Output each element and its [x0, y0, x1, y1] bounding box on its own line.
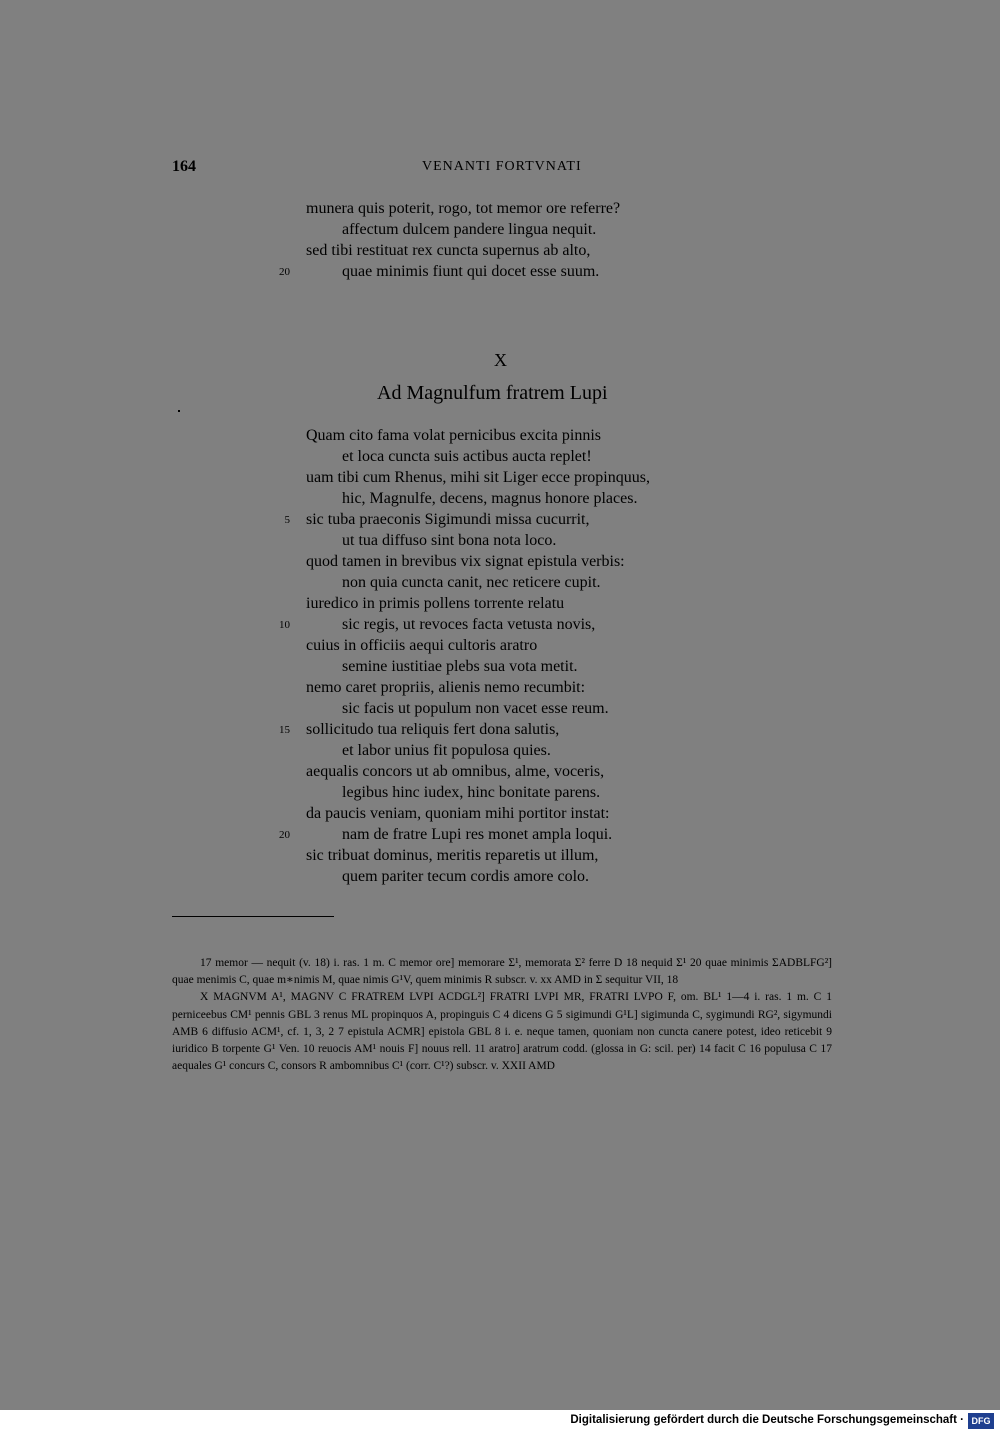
verse-text: affectum dulcem pandere lingua nequit.	[342, 221, 597, 238]
verse-line	[306, 446, 650, 467]
verse-line	[306, 866, 650, 887]
verse-text: quae minimis fiunt qui docet esse suum.	[342, 263, 600, 280]
verse-text: nemo caret propriis, alienis nemo recumbit:	[306, 679, 586, 696]
running-head: VENANTI FORTVNATI	[422, 159, 582, 174]
verse-text: sic regis, ut revoces facta vetusta novis,	[342, 616, 596, 633]
line-number: 10	[279, 619, 290, 631]
page-header	[172, 158, 812, 180]
verse-text: sic facis ut populum non vacet esse reum.	[342, 700, 609, 717]
verse-line	[306, 803, 650, 824]
verse-text: et labor unius fit populosa quies.	[342, 742, 551, 759]
verse-line	[306, 572, 650, 593]
footer-bar	[0, 1410, 1000, 1434]
verse-text: et loca cuncta suis actibus aucta replet!	[342, 448, 592, 465]
verse-line	[306, 488, 650, 509]
footnote-rule	[172, 916, 334, 917]
verse-line	[306, 219, 620, 240]
dfg-logo: DFG	[968, 1413, 994, 1429]
verse-line	[306, 677, 650, 698]
verse-line	[279, 261, 620, 282]
critical-apparatus	[172, 955, 832, 1075]
footer-credit: Digitalisierung gefördert durch die Deutsche Forschungsgemeinschaft ·	[570, 1414, 964, 1426]
verse-line	[306, 240, 620, 261]
verse-text: sic tuba praeconis Sigimundi missa cucurrit,	[306, 511, 590, 528]
verse-text: Quam cito fama volat pernicibus excita pinnis	[306, 427, 602, 444]
verse-line	[284, 509, 650, 530]
verse-line	[306, 782, 650, 803]
verse-line	[306, 698, 650, 719]
verse-line	[306, 530, 650, 551]
line-number: 20	[279, 829, 290, 841]
poem-verse-block	[279, 425, 650, 887]
verse-text: ut tua diffuso sint bona nota loco.	[342, 532, 557, 549]
verse-text: uam tibi cum Rhenus, mihi sit Liger ecce propinquus,	[306, 469, 650, 486]
verse-text: aequalis concors ut ab omnibus, alme, voceris,	[306, 763, 605, 780]
line-number: 15	[279, 724, 290, 736]
verse-line	[306, 656, 650, 677]
verse-text: legibus hinc iudex, hinc bonitate parens.	[342, 784, 601, 801]
poem-title: Ad Magnulfum fratrem Lupi	[377, 382, 608, 404]
verse-line	[306, 198, 620, 219]
verse-text: sed tibi restituat rex cuncta supernus ab alto,	[306, 242, 591, 259]
verse-text: iuredico in primis pollens torrente relatu	[306, 595, 565, 612]
verse-line	[306, 845, 650, 866]
line-number: 5	[284, 514, 290, 526]
verse-text: nam de fratre Lupi res monet ampla loqui.	[342, 826, 613, 843]
verse-text: da paucis veniam, quoniam mihi portitor instat:	[306, 805, 610, 822]
verse-text: cuius in officiis aequi cultoris aratro	[306, 637, 538, 654]
verse-text: munera quis poterit, rogo, tot memor ore referre?	[306, 200, 621, 217]
apparatus-paragraph: 17 memor — nequit (v. 18) i. ras. 1 m. C memor ore] memorare Σ¹, memorata Σ² ferre D 18 nequid Σ¹ 20 quae minimis ΣADBLFG²] quae menimis C, quae m∗nimis M, quae nimis G¹V, quem minimis R subscr. v. xx AMD in Σ sequitur VII, 18	[172, 957, 832, 987]
verse-line	[279, 719, 650, 740]
apparatus-paragraph: X MAGNVM A¹, MAGNV C FRATREM LVPI ACDGL²] FRATRI LVPI MR, FRATRI LVPO F, om. BL¹ 1—4 i. ras. 1 m. C 1 perniceebus CM¹ pennis GBL 3 renus ML propinquos A, propinguis C 4 dicens G 5 sigimundi G¹L] sigimunda C, sygimundi RG², sigymundi AMB 6 diffusio ACM¹, cf. 1, 3, 2 7 epistula ACMR] epistola GBL 8 i. e. neque tamen, quoniam non cuncta canere potest, ideo reticebit 9 iuridico B torpente G¹ Ven. 10 reuocis AM¹ nouis F] nouus rell. 11 aratro] aratrum codd. (glossa in G: scil. per) 14 facit C 16 populusa C 17 aequales G¹ concurs C, consors R ambomnibus C¹ (corr. C¹?) subscr. v. XXII AMD	[172, 991, 832, 1073]
verse-text: hic, Magnulfe, decens, magnus honore places.	[342, 490, 638, 507]
page-number: 164	[172, 158, 196, 175]
verse-line	[306, 635, 650, 656]
poem-number: X	[494, 350, 507, 370]
verse-text: non quia cuncta canit, nec reticere cupit.	[342, 574, 601, 591]
verse-text: sollicitudo tua reliquis fert dona salutis,	[306, 721, 560, 738]
verse-text: quem pariter tecum cordis amore colo.	[342, 868, 590, 885]
verse-line	[306, 740, 650, 761]
verse-line	[306, 551, 650, 572]
line-number: 20	[279, 266, 290, 278]
verse-line	[279, 824, 650, 845]
verse-text: sic tribuat dominus, meritis reparetis ut illum,	[306, 847, 599, 864]
verse-text: semine iustitiae plebs sua vota metit.	[342, 658, 578, 675]
verse-line	[306, 593, 650, 614]
verse-block-top	[279, 198, 621, 282]
verse-line	[306, 761, 650, 782]
verse-line	[279, 614, 650, 635]
verse-line	[306, 467, 650, 488]
verse-text: quod tamen in brevibus vix signat epistula verbis:	[306, 553, 625, 570]
verse-line	[306, 425, 650, 446]
margin-dot	[178, 410, 180, 412]
